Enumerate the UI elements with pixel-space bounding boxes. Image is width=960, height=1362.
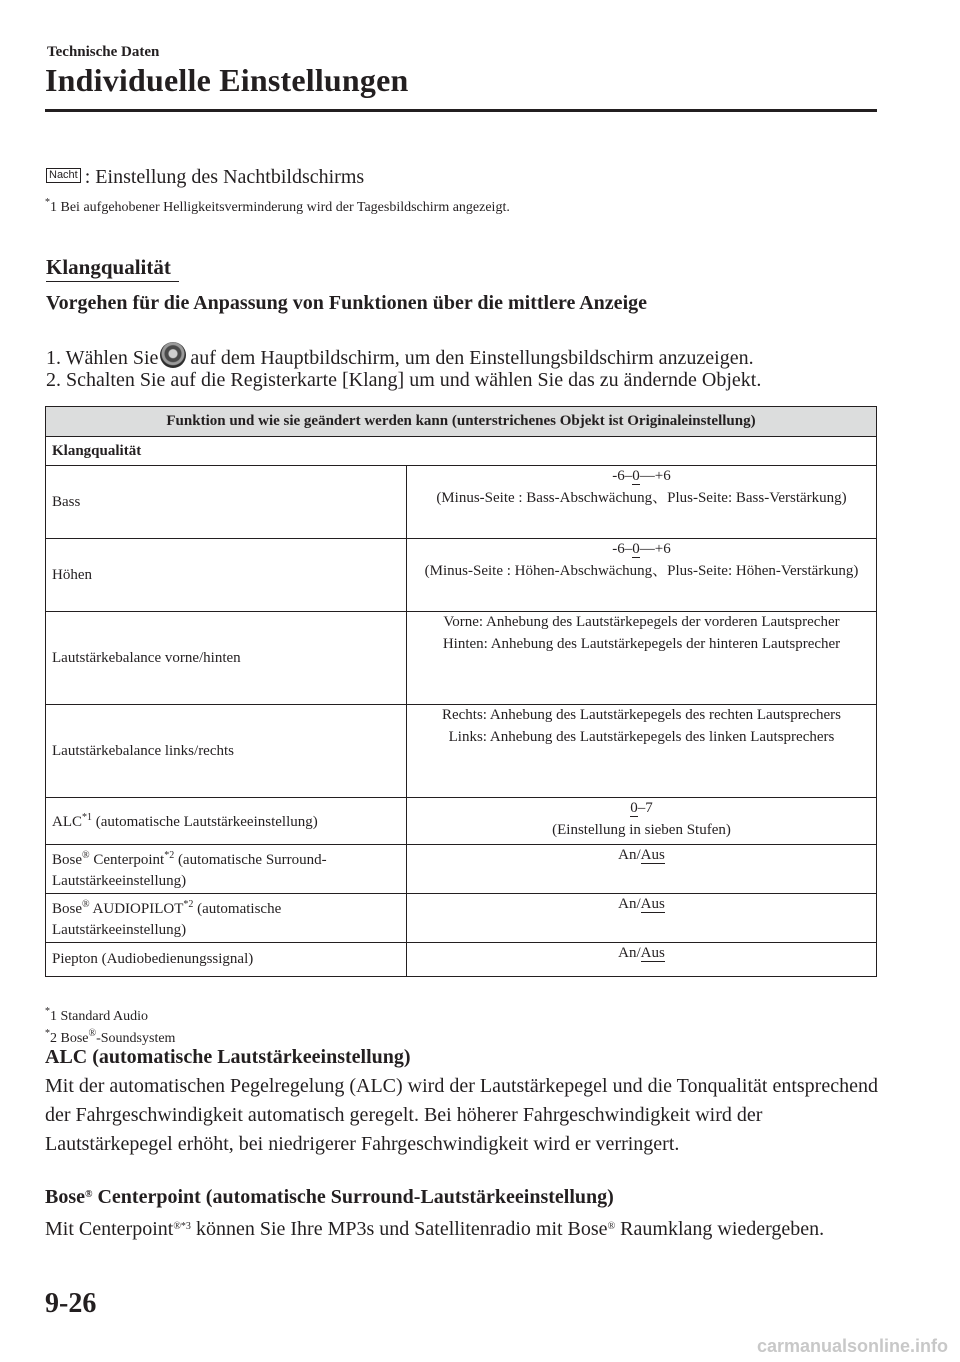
page-number: 9-26 — [45, 1288, 97, 1319]
row-value-alc: 0–7 (Einstellung in sieben Stufen) — [407, 798, 877, 845]
nacht-text: : Einstellung des Nachtbildschirms — [84, 166, 365, 188]
table-header-row — [46, 407, 877, 437]
alc-paragraph: Mit der automatischen Pegelregelung (ALC) wird der Lautstärkepegel und die Tonqualität entsprechend der Fahrgeschwindigkeit automatisch geregelt. Bei höherer Fahrgeschwindigkeit wird der Lautstärkepegel erhöht, bei niedrigerer Fahrgeschwindigkeit wird er verringert. — [45, 1075, 878, 1155]
table-row — [46, 845, 877, 894]
table-row — [46, 798, 877, 845]
watermark: carmanualsonline.info — [756, 1336, 948, 1356]
table-row — [46, 894, 877, 943]
page-title: Individuelle Einstellungen — [45, 62, 409, 98]
row-label-audiopilot: Bose® AUDIOPILOT$^{*2}$ (automatische Lautstärkeeinstellung) — [46, 894, 407, 943]
section-label: Technische Daten — [47, 44, 160, 60]
bass-note: (Minus-Seite : Bass-Abschwächung、Plus-Seite: Bass-Verstärkung) — [436, 489, 847, 506]
step-1-text-a: 1. Wählen Sie — [46, 347, 159, 369]
night-screen-note — [46, 166, 364, 189]
footnote-text: 1 Bei aufgehobener Helligkeitsverminderung wird der Tagesbildschirm angezeigt. — [50, 200, 510, 215]
table-group-row — [46, 437, 877, 466]
bass-range: -6–0—+6 — [612, 468, 671, 484]
row-label-fade: Lautstärkebalance vorne/hinten — [46, 612, 407, 705]
row-value-audiopilot: An/Aus — [407, 894, 877, 943]
row-value-bass — [407, 466, 877, 539]
step-2: 2. Schalten Sie auf die Registerkarte [Klang] um und wählen Sie das zu ändernde Objekt. — [46, 369, 762, 391]
table-row — [46, 539, 877, 612]
procedure-heading: Vorgehen für die Anpassung von Funktionen über die mittlere Anzeige — [46, 292, 647, 314]
row-label-balance: Lautstärkebalance links/rechts — [46, 705, 407, 798]
step-1 — [46, 342, 754, 370]
row-value-fade: Vorne: Anhebung des Lautstärkepegels der vorderen Lautsprecher Hinten: Anhebung des Lautstärkepegels der hinteren Lautsprecher — [407, 612, 877, 705]
footnote-brightness — [45, 197, 510, 216]
table-row — [46, 612, 877, 705]
default-value: Aus — [640, 945, 665, 961]
klang-heading-underline — [46, 281, 179, 282]
row-label-centerpoint: Bose® Centerpoint$^{*2}$ (automatische Surround-Lautstärkeeinstellung) — [46, 845, 407, 894]
step-1-text-b: auf dem Hauptbildschirm, um den Einstellungsbildschirm anzuzeigen. — [190, 347, 754, 369]
row-value-hoehen — [407, 539, 877, 612]
row-value-balance: Rechts: Anhebung des Lautstärkepegels des rechten Lautsprechers Links: Anhebung des Lautstärkepegels des linken Lautsprechers — [407, 705, 877, 798]
row-label-piepton: Piepton (Audiobedienungssignal) — [46, 943, 407, 977]
table-header: Funktion und wie sie geändert werden kann (unterstrichenes Objekt ist Originaleinstellung) — [46, 407, 877, 437]
default-value: Aus — [640, 847, 665, 863]
footnote-bose-soundsystem: *2 Bose®-Soundsystem — [45, 1028, 176, 1046]
row-label-alc: ALC$^{*1}$ (automatische Lautstärkeeinstellung) — [46, 798, 407, 845]
bose-centerpoint-paragraph: Mit Centerpoint$^{®*3}$ können Sie Ihre MP3s und Satellitenradio mit Bose® Raumklang wiedergeben. — [45, 1218, 825, 1240]
title-rule — [45, 109, 877, 112]
settings-gear-icon — [160, 342, 186, 368]
hoehen-range: -6–0—+6 — [612, 541, 671, 557]
row-label-hoehen: Höhen — [46, 539, 407, 612]
sound-settings-table — [45, 406, 877, 977]
klang-heading: Klangqualität — [46, 255, 171, 279]
row-value-centerpoint: An/Aus — [407, 845, 877, 894]
hoehen-note: (Minus-Seite : Höhen-Abschwächung、Plus-Seite: Höhen-Verstärkung) — [424, 562, 859, 579]
table-row — [46, 705, 877, 798]
default-value: 0 — [630, 800, 638, 816]
alc-heading: ALC (automatische Lautstärkeeinstellung) — [45, 1046, 411, 1068]
footnote-standard-audio: *1 Standard Audio — [45, 1006, 148, 1024]
default-value: 0 — [632, 468, 640, 484]
row-value-piepton: An/Aus — [407, 943, 877, 977]
table-row — [46, 943, 877, 977]
default-value: Aus — [640, 896, 665, 912]
table-group-label: Klangqualität — [46, 437, 877, 466]
default-value: 0 — [632, 541, 640, 557]
nacht-badge: Nacht — [46, 168, 81, 183]
bose-centerpoint-heading: Bose® Centerpoint (automatische Surround-Lautstärkeeinstellung) — [45, 1186, 614, 1208]
row-label-bass: Bass — [46, 466, 407, 539]
footnote-star: * — [45, 197, 50, 208]
table-row — [46, 466, 877, 539]
